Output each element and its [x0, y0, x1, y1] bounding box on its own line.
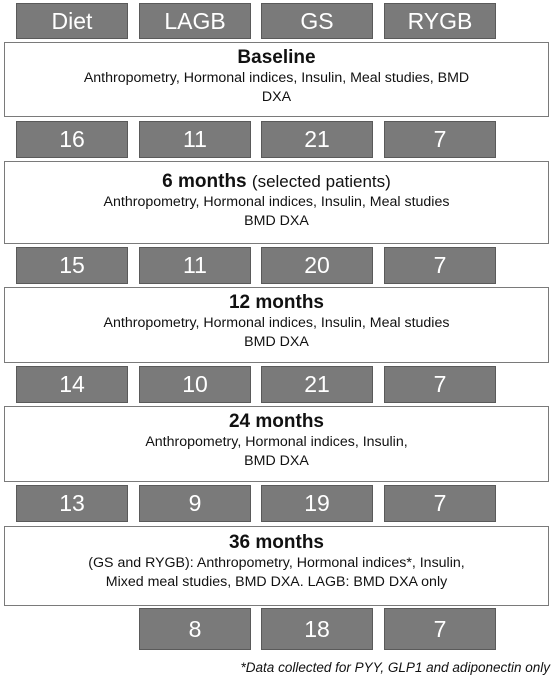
stage-title-24-months: 24 months — [228, 411, 325, 432]
count-6m-diet: 15 — [16, 247, 128, 284]
stage-subtitle: (selected patients) — [251, 172, 391, 191]
stage-line: Anthropometry, Hormonal indices, Insulin, Meal studies — [103, 315, 450, 331]
stage-box-24-months — [4, 406, 549, 482]
group-header-gs: GS — [261, 3, 373, 39]
stage-title-6-months — [5, 170, 548, 193]
count-24m-lagb: 9 — [139, 485, 251, 522]
count-36m-lagb: 8 — [139, 608, 251, 650]
count-baseline-rygb: 7 — [384, 121, 496, 158]
stage-title-baseline: Baseline — [237, 47, 316, 68]
stage-line: DXA — [261, 89, 292, 105]
stage-line: (GS and RYGB): Anthropometry, Hormonal indices*, Insulin, — [88, 555, 465, 571]
count-36m-gs: 18 — [261, 608, 373, 650]
stage-line: Anthropometry, Hormonal indices, Insulin, — [145, 434, 408, 450]
count-12m-diet: 14 — [16, 366, 128, 403]
count-baseline-gs: 21 — [261, 121, 373, 158]
count-24m-gs: 19 — [261, 485, 373, 522]
group-header-rygb: RYGB — [384, 3, 496, 39]
count-baseline-diet: 16 — [16, 121, 128, 158]
count-12m-lagb: 10 — [139, 366, 251, 403]
count-6m-rygb: 7 — [384, 247, 496, 284]
count-baseline-lagb: 11 — [139, 121, 251, 158]
stage-box-baseline — [4, 42, 549, 117]
count-24m-diet: 13 — [16, 485, 128, 522]
count-24m-rygb: 7 — [384, 485, 496, 522]
count-6m-gs: 20 — [261, 247, 373, 284]
group-header-diet: Diet — [16, 3, 128, 39]
footnote: *Data collected for PYY, GLP1 and adiponectin only — [240, 660, 550, 675]
count-12m-rygb: 7 — [384, 366, 496, 403]
stage-box-36-months — [4, 526, 549, 606]
stage-title-12-months: 12 months — [228, 292, 325, 313]
group-header-lagb: LAGB — [139, 3, 251, 39]
count-6m-lagb: 11 — [139, 247, 251, 284]
stage-line: BMD DXA — [244, 453, 309, 469]
stage-title-36-months: 36 months — [228, 532, 325, 553]
stage-line: Mixed meal studies, BMD DXA. LAGB: BMD DXA only — [105, 574, 448, 590]
count-36m-rygb: 7 — [384, 608, 496, 650]
stage-box-6-months — [4, 161, 549, 244]
stage-line: Anthropometry, Hormonal indices, Insulin, Meal studies, BMD — [83, 70, 470, 86]
stage-line: BMD DXA — [244, 334, 309, 350]
stage-title-text: 6 months — [162, 171, 247, 192]
count-12m-gs: 21 — [261, 366, 373, 403]
stage-line: Anthropometry, Hormonal indices, Insulin, Meal studies — [103, 194, 450, 210]
stage-box-12-months — [4, 287, 549, 363]
stage-line: BMD DXA — [244, 213, 309, 229]
